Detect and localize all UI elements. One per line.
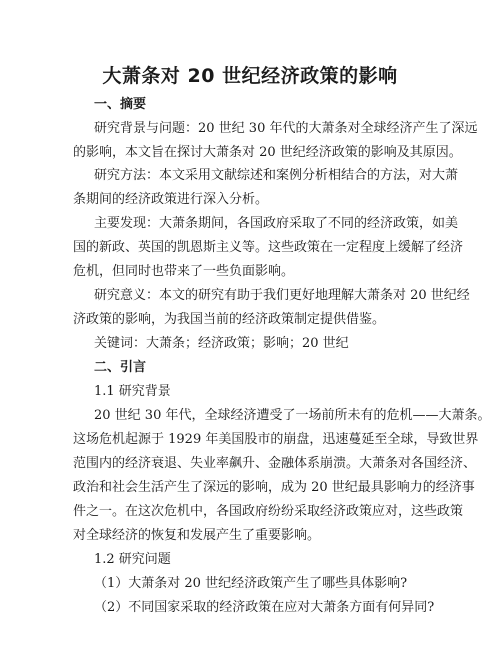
abstract-line: 研究意义：本文的研究有助于我们更好地理解大萧条对 20 世纪经 <box>94 288 470 303</box>
section-heading-abstract: 一、摘要 <box>94 97 147 112</box>
abstract-line: 济政策的影响，为我国当前的经济政策制定提供借鉴。 <box>73 312 386 327</box>
background-line: 范围内的经济衰退、失业率飙升、金融体系崩溃。大萧条对各国经济、 <box>73 456 477 471</box>
background-line: 对全球经济的恢复和发展产生了重要影响。 <box>73 528 321 543</box>
abstract-line: 主要发现：大萧条期间，各国政府采取了不同的经济政策，如美 <box>94 216 459 231</box>
background-line: 件之一。在这次危机中，各国政府纷纷采取经济政策应对，这些政策 <box>73 504 464 519</box>
section-heading-introduction: 二、引言 <box>94 360 147 375</box>
subsection-heading-questions: 1.2 研究问题 <box>94 552 171 567</box>
abstract-line: 的影响，本文旨在探讨大萧条对 20 世纪经济政策的影响及其原因。 <box>73 145 462 160</box>
abstract-line: 条期间的经济政策进行深入分析。 <box>73 192 269 207</box>
research-question: （1）大萧条对 20 世纪经济政策产生了哪些具体影响? <box>94 576 408 591</box>
subsection-heading-background: 1.1 研究背景 <box>94 384 171 399</box>
keywords-line: 关键词：大萧条；经济政策；影响；20 世纪 <box>94 336 349 351</box>
abstract-line: 研究方法：本文采用文献综述和案例分析相结合的方法，对大萧 <box>94 168 459 183</box>
abstract-line: 国的新政、英国的凯恩斯主义等。这些政策在一定程度上缓解了经济 <box>73 240 464 255</box>
background-line: 这场危机起源于 1929 年美国股市的崩盘，迅速蔓延至全球，导致世界 <box>73 432 479 447</box>
document-title: 大萧条对 20 世纪经济政策的影响 <box>102 65 398 87</box>
abstract-line: 危机，但同时也带来了一些负面影响。 <box>73 264 295 279</box>
research-question: （2）不同国家采取的经济政策在应对大萧条方面有何异同? <box>94 600 435 615</box>
background-line: 20 世纪 30 年代，全球经济遭受了一场前所未有的危机——大萧条。 <box>94 408 491 423</box>
background-line: 政治和社会生活产生了深远的影响，成为 20 世纪最具影响力的经济事 <box>73 480 475 495</box>
abstract-line: 研究背景与问题：20 世纪 30 年代的大萧条对全球经济产生了深远 <box>94 121 478 136</box>
